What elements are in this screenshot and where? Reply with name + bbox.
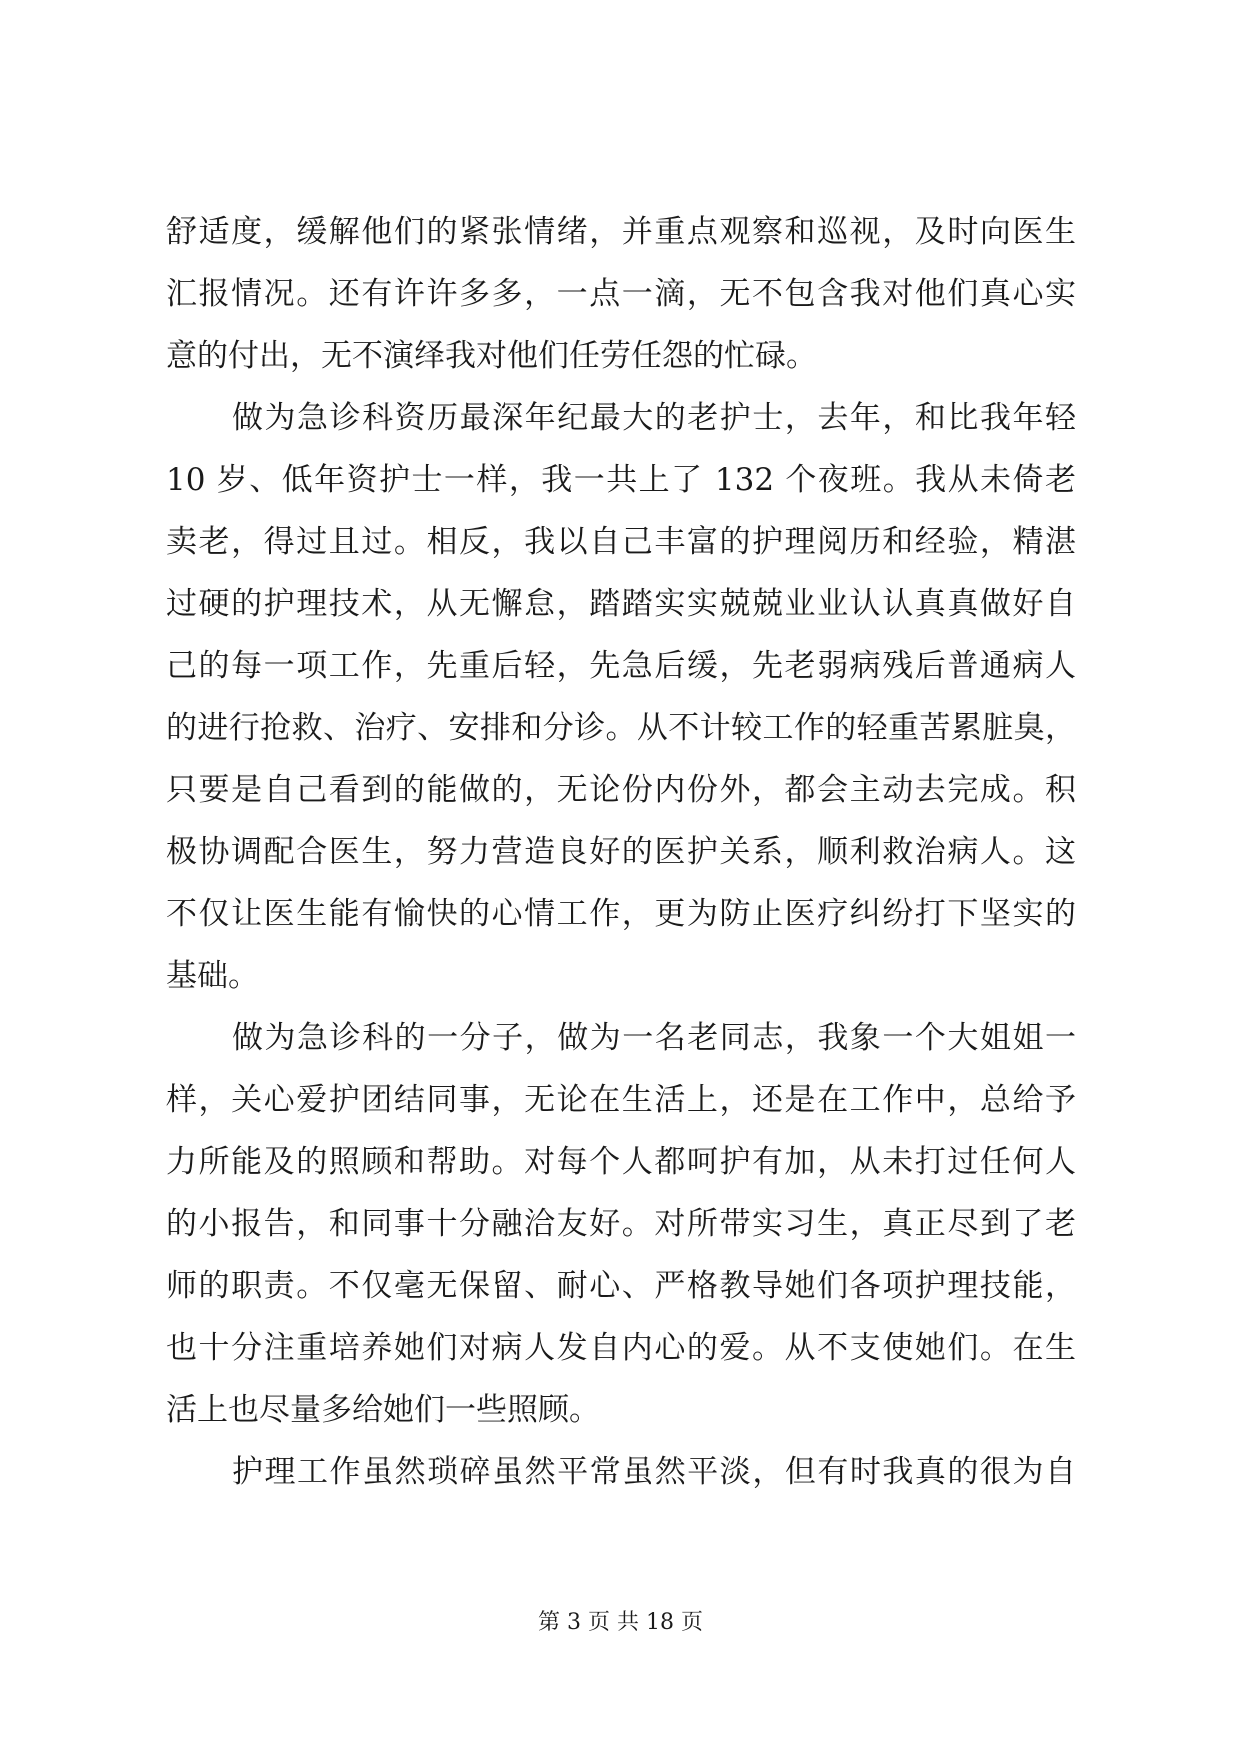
text-line: 活上也尽量多给她们一些照顾。 bbox=[166, 1392, 600, 1428]
text-line: 做为急诊科资历最深年纪最大的老护士，去年，和比我年轻 bbox=[232, 400, 1076, 436]
text-line: 过硬的护理技术，从无懈怠，踏踏实实兢兢业业认认真真做好自 bbox=[166, 586, 1076, 622]
text-line: 10 岁、低年资护士一样，我一共上了 132 个夜班。我从未倚老 bbox=[166, 462, 1076, 498]
text-line: 卖老，得过且过。相反，我以自己丰富的护理阅历和经验，精湛 bbox=[166, 524, 1076, 560]
text-line: 师的职责。不仅毫无保留、耐心、严格教导她们各项护理技能， bbox=[166, 1268, 1076, 1304]
text-line: 的小报告，和同事十分融洽友好。对所带实习生，真正尽到了老 bbox=[166, 1206, 1076, 1242]
text-line: 基础。 bbox=[166, 958, 259, 994]
text-line: 舒适度，缓解他们的紧张情绪，并重点观察和巡视，及时向医生 bbox=[166, 214, 1076, 250]
text-line: 己的每一项工作，先重后轻，先急后缓，先老弱病残后普通病人 bbox=[166, 648, 1076, 684]
text-line: 不仅让医生能有愉快的心情工作，更为防止医疗纠纷打下坚实的 bbox=[166, 896, 1076, 932]
text-line: 护理工作虽然琐碎虽然平常虽然平淡，但有时我真的很为自 bbox=[232, 1454, 1076, 1490]
text-line: 意的付出，无不演绎我对他们任劳任怨的忙碌。 bbox=[166, 338, 817, 374]
text-line: 力所能及的照顾和帮助。对每个人都呵护有加，从未打过任何人 bbox=[166, 1144, 1076, 1180]
text-line: 的进行抢救、治疗、安排和分诊。从不计较工作的轻重苦累脏臭， bbox=[166, 710, 1076, 746]
text-line: 汇报情况。还有许许多多，一点一滴，无不包含我对他们真心实 bbox=[166, 276, 1076, 312]
text-line: 也十分注重培养她们对病人发自内心的爱。从不支使她们。在生 bbox=[166, 1330, 1076, 1366]
text-line: 极协调配合医生，努力营造良好的医护关系，顺利救治病人。这 bbox=[166, 834, 1076, 870]
text-line: 做为急诊科的一分子，做为一名老同志，我象一个大姐姐一 bbox=[232, 1020, 1076, 1056]
text-line: 只要是自己看到的能做的，无论份内份外，都会主动去完成。积 bbox=[166, 772, 1076, 808]
page-footer: 第 3 页 共 18 页 bbox=[538, 1610, 703, 1635]
text-line: 样，关心爱护团结同事，无论在生活上，还是在工作中，总给予 bbox=[166, 1082, 1076, 1118]
